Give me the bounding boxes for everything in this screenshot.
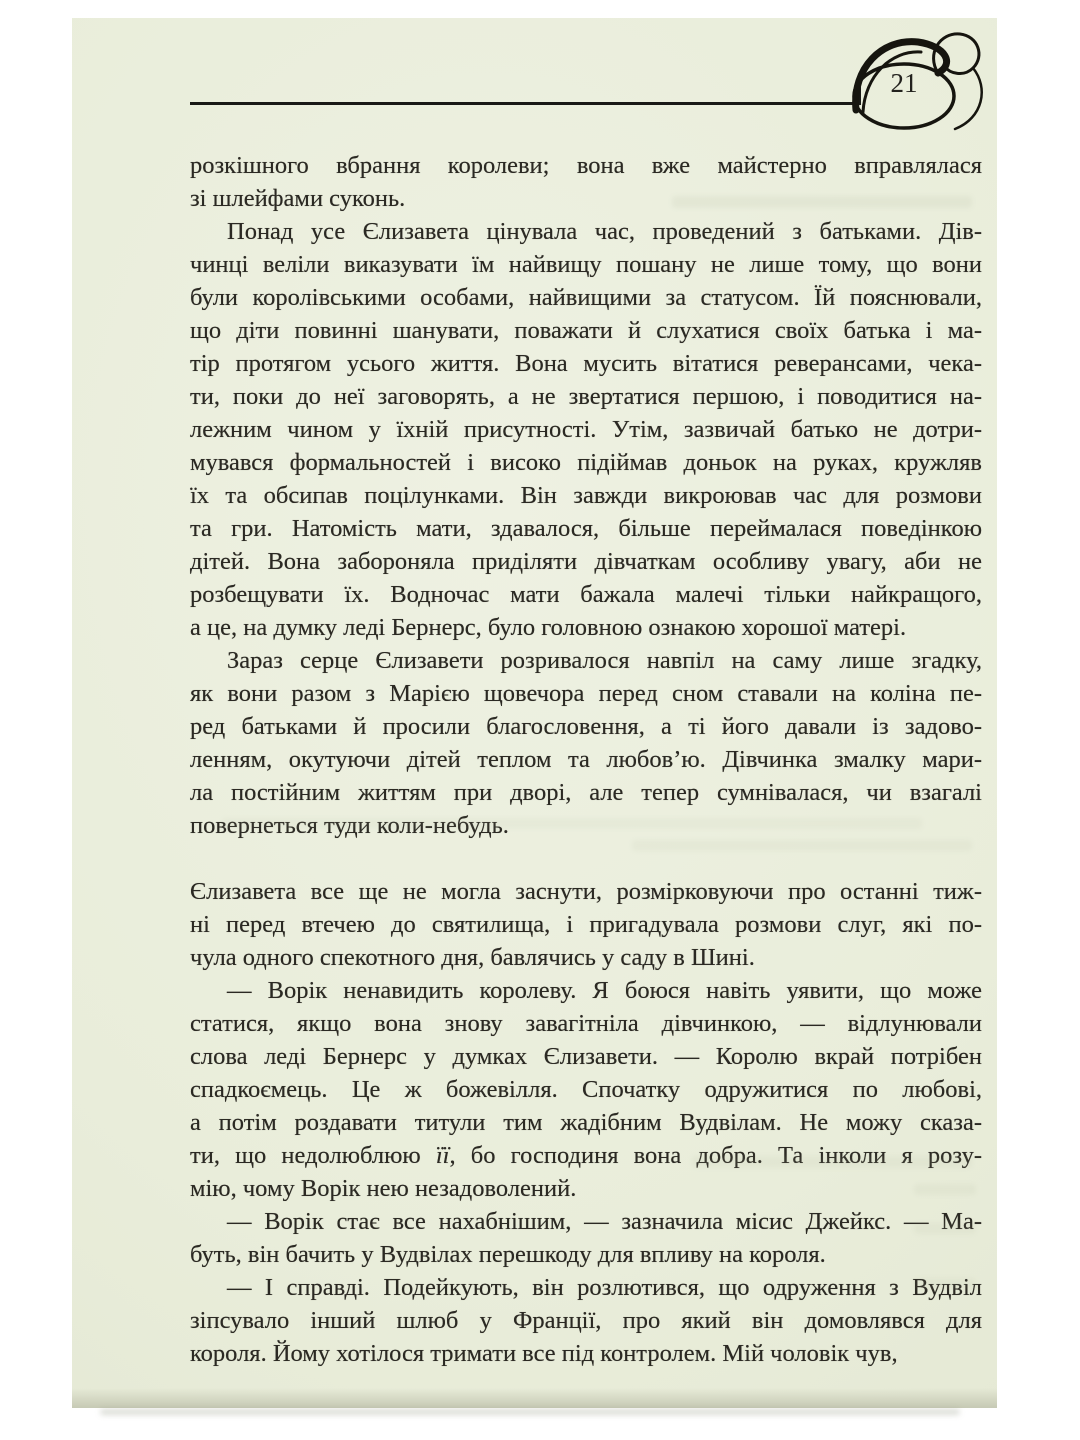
- header-rule: [190, 102, 858, 105]
- text-line: мію, чому Ворік нею незадоволений.: [190, 1175, 577, 1202]
- text-line: що діти повинні шанувати, поважати й слухатися своїх батька і ма-: [190, 317, 982, 344]
- bleed-through: [672, 196, 972, 208]
- bleed-through: [914, 1223, 976, 1234]
- text-line: Зараз серце Єлизавети розривалося навпіл на саму лише згадку,: [227, 647, 982, 674]
- text-line: — Ворік ненавидить королеву. Я боюся навіть уявити, що може: [227, 977, 982, 1004]
- paragraph: [190, 1271, 982, 1370]
- paragraph: [190, 644, 982, 842]
- text-line: тір протягом усього життя. Вона мусить вітатися реверансами, чека-: [190, 350, 982, 377]
- page-text: [190, 149, 982, 1370]
- text-line: а потім роздавати титули тим жадібним Вудвілам. Не можу сказа-: [190, 1109, 982, 1136]
- text-line: ні перед втечею до святилища, і пригадувала розмови слуг, які по-: [190, 911, 982, 938]
- text-line: слова леді Бернерс у думках Єлизавети. — Королю вкрай потрібен: [190, 1043, 982, 1070]
- page-number: 21: [890, 68, 918, 98]
- text-line: повернеться туди коли-небудь.: [190, 812, 509, 839]
- text-line: були королівськими особами, найвищими за статусом. Їй пояснювали,: [190, 284, 982, 311]
- text-segment: ти, що недолюблюю: [190, 1142, 436, 1169]
- bleed-through: [692, 1156, 972, 1168]
- text-line: чинці веліли виказувати їм найвищу пошану не лише тому, що вони: [190, 251, 982, 278]
- text-line: статися, якщо вона знову завагітніла дівчинкою, — відлунювали: [190, 1010, 982, 1037]
- text-line: дітей. Вона забороняла приділяти дівчаткам особливу увагу, аби не: [190, 548, 982, 575]
- text-line: ти, поки до неї заговорять, а не звертатися першою, і поводитися на-: [190, 383, 982, 410]
- text-line: Понад усе Єлизавета цінувала час, проведений з батьками. Дів-: [227, 218, 982, 245]
- text-line: зіпсувало інший шлюб у Франції, про який він домовлявся для: [190, 1307, 982, 1334]
- paragraph: [190, 974, 982, 1205]
- italic-text: її: [435, 1142, 450, 1169]
- text-line: мувався формальностей і високо підіймав доньок на руках, кружляв: [190, 449, 982, 476]
- text-line: спадкоємець. Це ж божевілля. Спочатку одружитися по любові,: [190, 1076, 982, 1103]
- text-line: чула одного спекотного дня, бавлячись у саду в Шині.: [190, 944, 755, 971]
- text-line: лежним чином у їхній присутності. Утім, зазвичай батько не дотри-: [190, 416, 982, 443]
- text-line: а це, на думку леді Бернерс, було головною ознакою хорошої матері.: [190, 614, 907, 641]
- text-line: ред батьками й просили благословення, а ті його давали із задово-: [190, 713, 982, 740]
- text-line: як вони разом з Марією щовечора перед сном ставали на коліна пе-: [190, 680, 982, 707]
- text-line: розкішного вбрання королеви; вона вже майстерно вправлялася: [190, 152, 982, 179]
- bleed-through: [632, 840, 972, 851]
- paragraph: [190, 875, 982, 974]
- text-line: — І справді. Подейкують, він розлютився, що одруження з Вудвіл: [227, 1274, 982, 1301]
- text-line: — Ворік стає все нахабнішим, — зазначила місис Джейкс. — Ма-: [227, 1208, 982, 1235]
- bleed-through: [914, 1184, 976, 1195]
- paragraph: [190, 1205, 982, 1271]
- text-line: короля. Йому хотілося тримати все під контролем. Мій чоловік чув,: [190, 1340, 898, 1367]
- text-line: ленням, окутуючи дітей теплом та любов’ю. Дівчинка змалку мари-: [190, 746, 982, 773]
- text-line: їх та обсипав поцілунками. Він завжди викроював час для розмови: [190, 482, 982, 509]
- bleed-through: [222, 818, 922, 829]
- text-line: ла постійним життям при дворі, але тепер сумнівалася, чи взагалі: [190, 779, 982, 806]
- text-line: та гри. Натомість мати, здавалося, більше переймалася поведінкою: [190, 515, 982, 542]
- text-line: розбещувати їх. Водночас мати бажала малечі тільки найкращого,: [190, 581, 982, 608]
- bleed-through: [914, 1278, 976, 1289]
- text-line: Єлизавета все ще не могла заснути, розмірковуючи про останні тиж-: [190, 878, 982, 905]
- book-page: [72, 18, 997, 1408]
- paragraph: [190, 215, 982, 644]
- text-line: зі шлейфами суконь.: [190, 185, 406, 212]
- page-bottom-shadow: [100, 1409, 960, 1415]
- text-line: буть, він бачить у Вудвілах перешкоду для впливу на короля.: [190, 1241, 826, 1268]
- text-segment: , бо господиня вона добра. Та інколи я розу-: [449, 1142, 982, 1169]
